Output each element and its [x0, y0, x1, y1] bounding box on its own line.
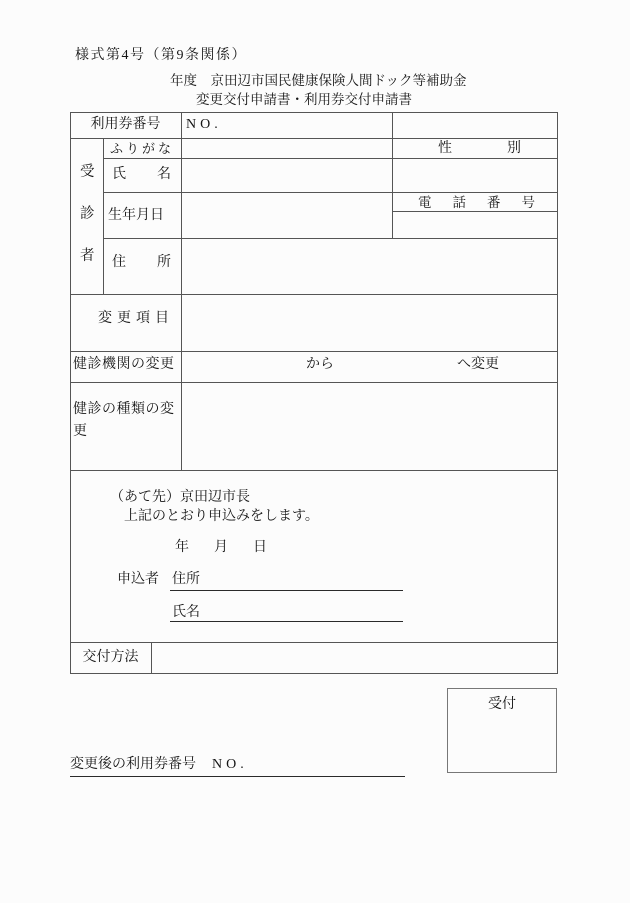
type-change-value-cell — [182, 383, 557, 470]
new-ticket-number-line — [70, 758, 248, 772]
ticket-number-no-prefix: NO. — [186, 117, 222, 132]
new-ticket-number-label: 変更後の利用券番号 — [70, 757, 196, 772]
patient-vertical-char-2: 診 — [80, 206, 95, 222]
furigana-value-cell — [182, 139, 392, 158]
phone-value-cell — [393, 212, 557, 238]
table-border-right — [557, 112, 558, 674]
row-divider-type-change — [70, 470, 558, 471]
ticket-number-label-cell — [70, 112, 181, 138]
phone-label: 電話番号 — [418, 195, 556, 210]
delivery-method-label: 交付方法 — [82, 650, 139, 665]
applicant-name-label: 氏名 — [172, 605, 200, 620]
facility-change-to-text: へ変更 — [457, 357, 499, 372]
applicant-address-underline — [170, 590, 403, 591]
sex-label: 性別 — [438, 141, 576, 156]
new-ticket-no-prefix: NO. — [212, 757, 248, 772]
ticket-number-label: 利用券番号 — [90, 117, 161, 132]
statement-line: 上記のとおり申込みをします。 — [124, 509, 319, 524]
name-value-cell — [182, 159, 392, 192]
patient-vertical-char-1: 受 — [80, 164, 95, 180]
col-divider-patient — [103, 138, 104, 295]
reception-stamp-box — [447, 688, 557, 773]
applicant-name-underline — [170, 621, 403, 622]
ticket-number-value-cell — [230, 113, 390, 137]
patient-vertical-char-3: 者 — [80, 248, 95, 264]
birthdate-value-cell — [182, 193, 392, 238]
applicant-label: 申込者 — [117, 572, 159, 587]
addressee-line: （あて先）京田辺市長 — [110, 490, 250, 505]
form-title-line1: 年度 京田辺市国民健康保険人間ドック等補助金 — [170, 73, 467, 88]
form-title-line2: 変更交付申請書・利用券交付申請書 — [196, 92, 412, 107]
applicant-address-label: 住所 — [172, 572, 200, 587]
address-label: 住所 — [112, 255, 202, 270]
facility-change-from-text: から — [306, 357, 334, 372]
change-item-value-cell — [182, 295, 557, 351]
reception-label: 受付 — [488, 697, 516, 712]
name-label: 氏名 — [112, 167, 202, 182]
change-item-label: 変更項目 — [98, 311, 174, 326]
table-border-bottom — [70, 673, 558, 674]
form-number: 様式第4号（第9条関係） — [75, 48, 247, 63]
delivery-method-label-cell — [70, 643, 151, 673]
facility-change-label: 健診機関の変更 — [73, 357, 175, 372]
sex-value-cell — [393, 159, 557, 192]
type-change-label: 健診の種類の変更 — [73, 402, 175, 439]
new-ticket-number-underline — [70, 776, 405, 777]
birthdate-label: 生年月日 — [108, 208, 164, 223]
delivery-method-value-cell — [152, 643, 557, 673]
row-divider-change-item — [70, 351, 558, 352]
table-border-left — [70, 112, 71, 674]
furigana-label: ふりがな — [110, 141, 175, 156]
application-date-line: 年月日 — [175, 540, 292, 555]
address-value-cell — [182, 239, 557, 294]
